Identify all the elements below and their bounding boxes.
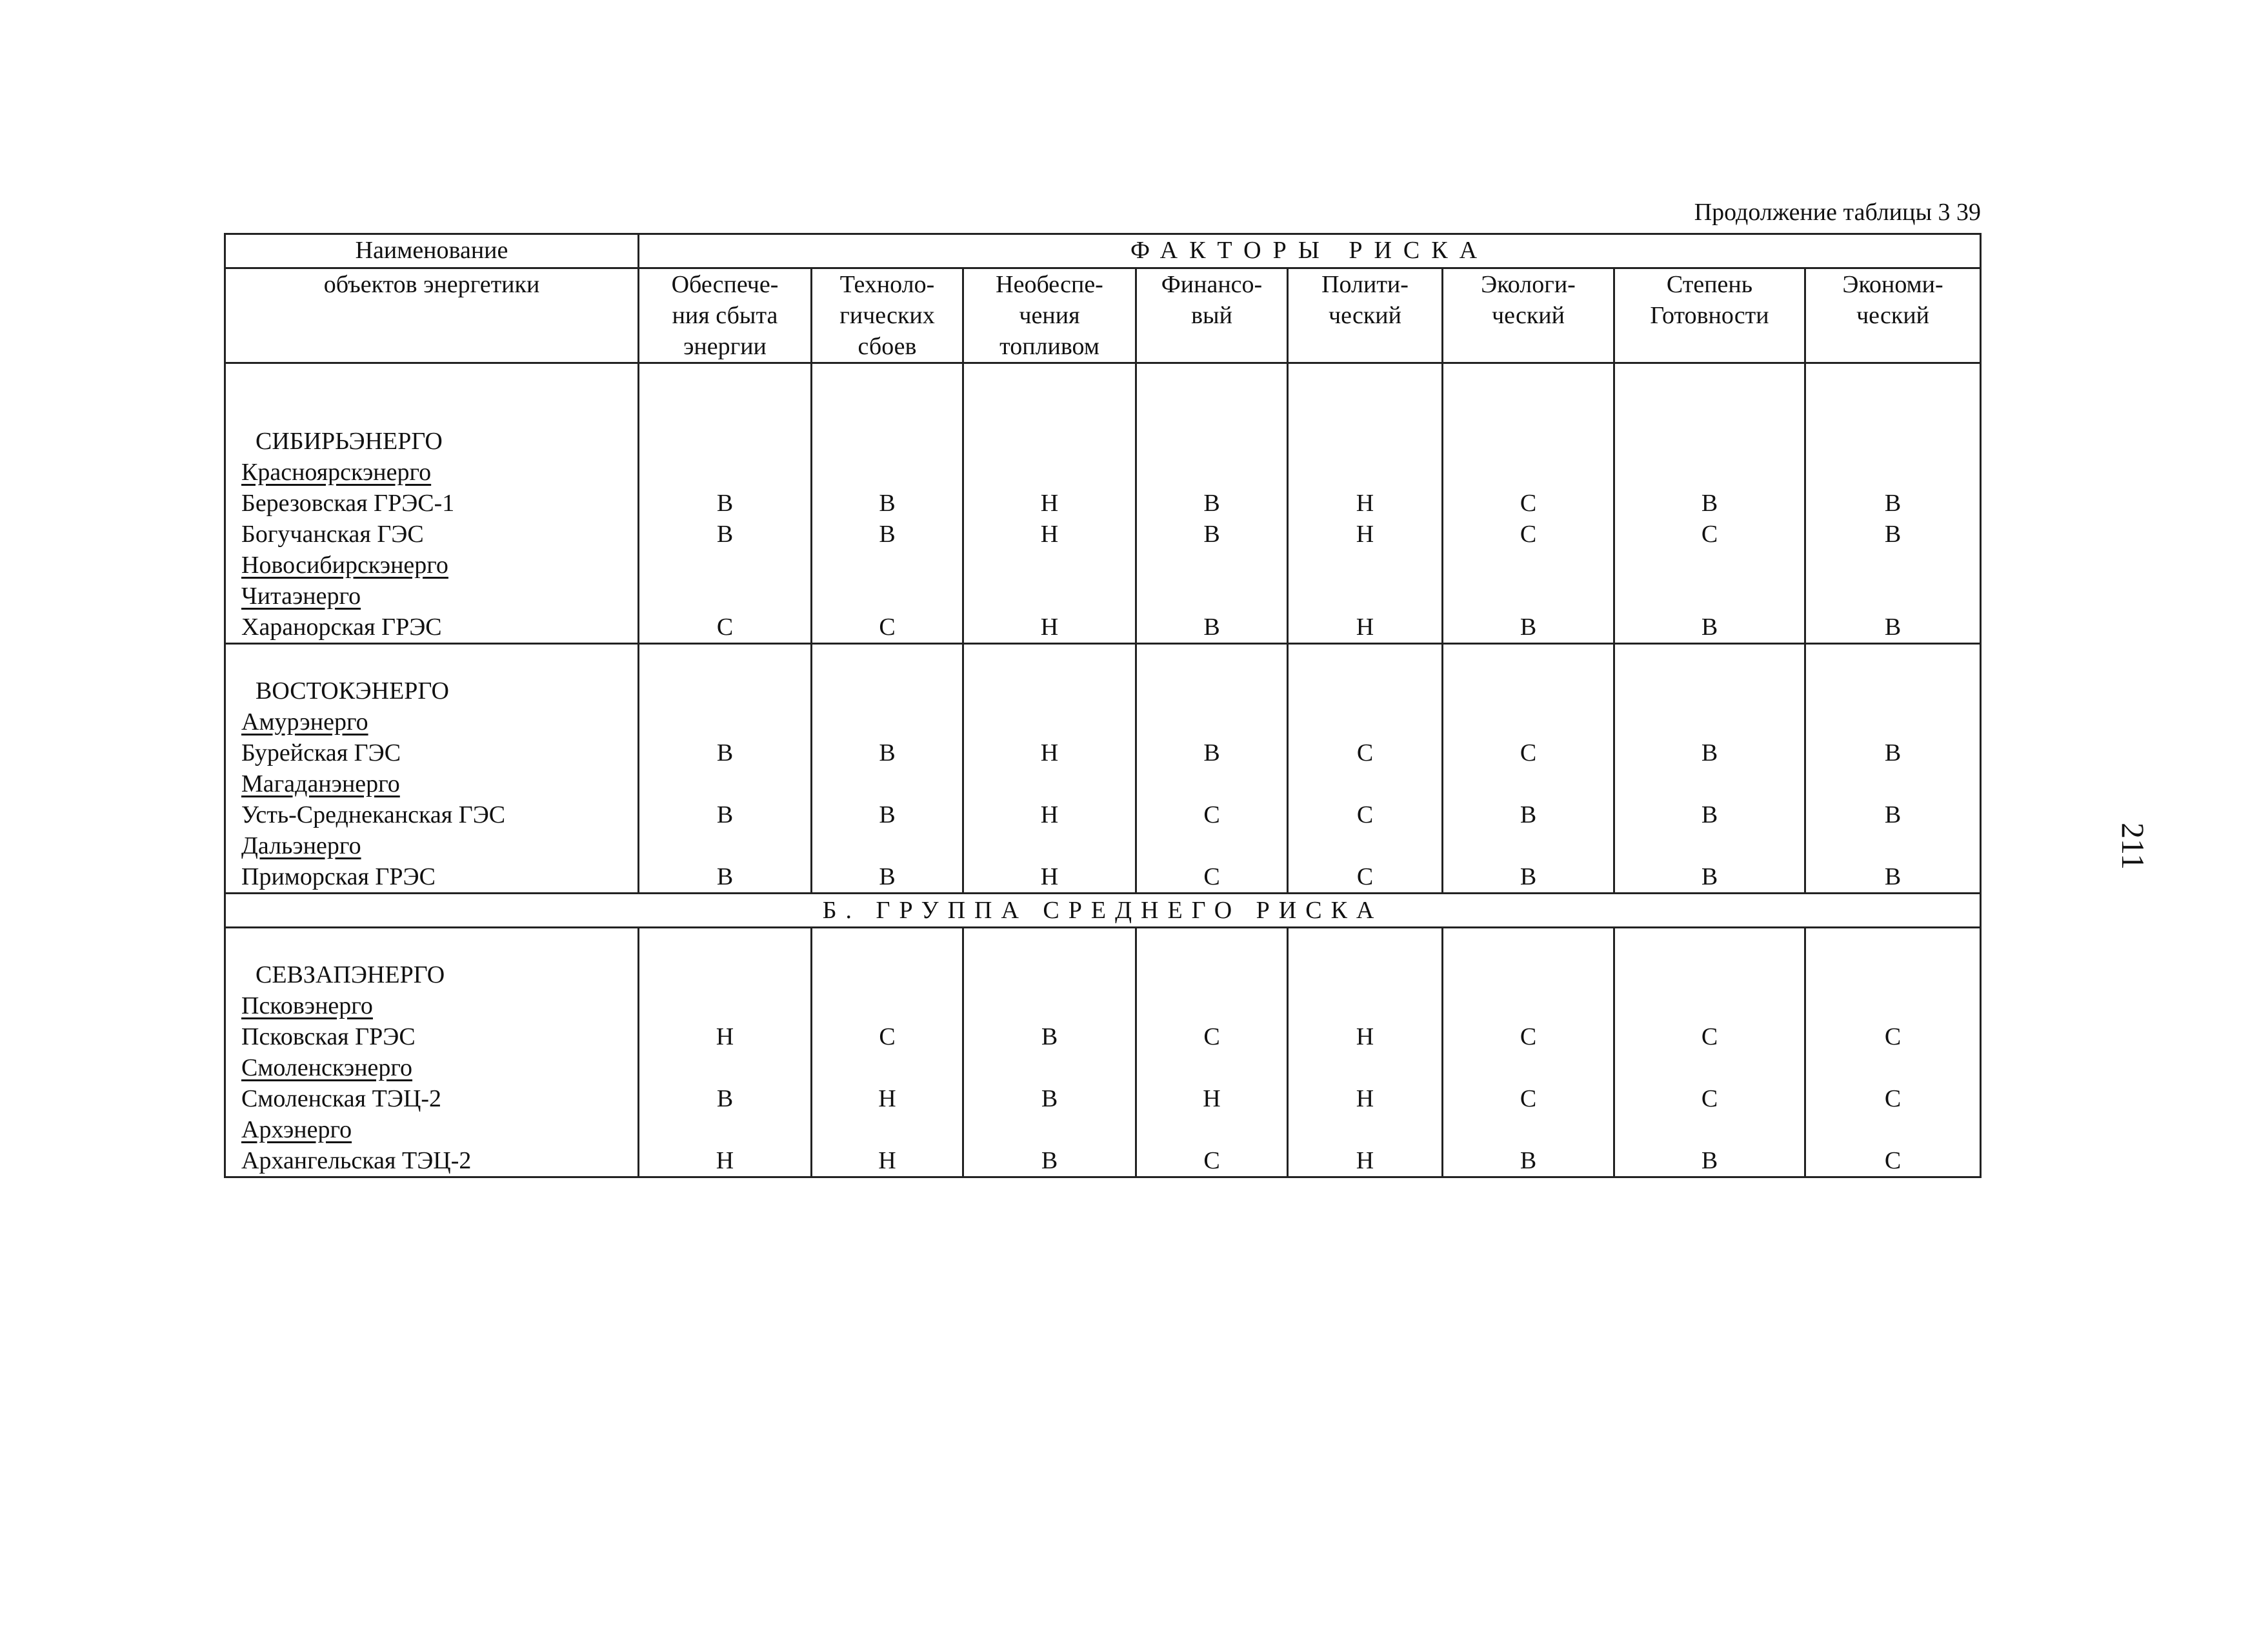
power-plant-name: Архангельская ТЭЦ-2 (241, 1147, 472, 1174)
regional-company-name: Новосибирскэнерго (241, 552, 448, 579)
regional-company-name: Амурэнерго (241, 708, 368, 735)
empty-line (1289, 364, 1441, 395)
risk-level: В (1041, 1147, 1058, 1174)
risk-value-cell (963, 644, 1136, 894)
risk-value-cell (1136, 644, 1288, 894)
empty-line (1443, 990, 1613, 1021)
risk-level: С (1356, 863, 1374, 890)
empty-line (1615, 457, 1804, 488)
factor-column-header-line: Полити- (1321, 271, 1409, 298)
factor-column-header (1805, 268, 1981, 363)
empty-line (1806, 706, 1980, 737)
empty-line (964, 645, 1135, 675)
risk-level: В (1520, 863, 1537, 890)
empty-line (639, 457, 810, 488)
empty-line (964, 426, 1135, 457)
risk-factors-header: ФАКТОРЫ РИСКА (639, 234, 1981, 268)
factor-column-header (1443, 268, 1614, 363)
empty-line (639, 1052, 810, 1083)
risk-value-cell (812, 363, 963, 644)
empty-line (639, 581, 810, 612)
empty-line (964, 550, 1135, 581)
risk-level: В (1701, 801, 1718, 828)
empty-line (1289, 645, 1441, 675)
empty-line (812, 645, 962, 675)
empty-line (964, 990, 1135, 1021)
risk-level: В (1701, 863, 1718, 890)
empty-line (1443, 581, 1613, 612)
empty-line (1137, 706, 1287, 737)
factor-column-header-line: вый (1191, 302, 1232, 329)
empty-line (639, 830, 810, 861)
empty-line (1806, 675, 1980, 706)
empty-line (1137, 990, 1287, 1021)
risk-level: Н (1356, 490, 1374, 517)
risk-level: Н (1356, 1085, 1374, 1112)
empty-line (1443, 768, 1613, 799)
empty-line (1443, 830, 1613, 861)
factor-column-header-line: Техноло- (839, 271, 935, 298)
empty-line (812, 364, 962, 395)
empty-line (964, 1052, 1135, 1083)
empty-line (1806, 395, 1980, 426)
power-plant-name: Богучанская ГЭС (241, 521, 424, 548)
empty-line (812, 457, 962, 488)
risk-level: В (1884, 739, 1902, 766)
empty-line (812, 675, 962, 706)
empty-line (812, 830, 962, 861)
risk-value-cell (1614, 363, 1805, 644)
risk-value-cell (1614, 644, 1805, 894)
risk-level: В (879, 521, 896, 548)
empty-line (1289, 830, 1441, 861)
empty-line (639, 426, 810, 457)
empty-line (1443, 550, 1613, 581)
table-row (225, 644, 1981, 894)
empty-line (1289, 550, 1441, 581)
risk-level: С (1884, 1023, 1902, 1050)
energy-system-name: СИБИРЬЭНЕРГО (256, 428, 443, 455)
spacer-line (241, 395, 637, 426)
empty-line (1289, 959, 1441, 990)
risk-level: В (1520, 614, 1537, 641)
risk-level: Н (716, 1023, 734, 1050)
risk-value-cell (639, 928, 812, 1177)
empty-line (1137, 395, 1287, 426)
empty-line (964, 581, 1135, 612)
risk-value-cell (1805, 644, 1981, 894)
risk-level: С (1356, 739, 1374, 766)
risk-level: В (1041, 1085, 1058, 1112)
empty-line (1289, 1052, 1441, 1083)
empty-line (1806, 768, 1980, 799)
empty-line (1615, 550, 1804, 581)
power-plant-name: Усть-Среднеканская ГЭС (241, 801, 506, 828)
regional-company-name: Архэнерго (241, 1116, 352, 1143)
risk-level: С (716, 614, 734, 641)
factor-column-header (963, 268, 1136, 363)
empty-line (1137, 645, 1287, 675)
empty-line (1443, 928, 1613, 959)
risk-value-cell (1288, 644, 1443, 894)
empty-line (1289, 457, 1441, 488)
power-plant-name: Псковская ГРЭС (241, 1023, 416, 1050)
empty-line (812, 928, 962, 959)
risk-level: В (1203, 490, 1220, 517)
group-b-title: Б. ГРУППА СРЕДНЕГО РИСКА (225, 894, 1981, 928)
risk-level: С (1520, 1023, 1537, 1050)
risk-level: С (1203, 1147, 1220, 1174)
risk-level: В (879, 490, 896, 517)
empty-line (1137, 550, 1287, 581)
risk-level: Н (1356, 1023, 1374, 1050)
factor-column-header-line: топливом (999, 333, 1099, 360)
risk-level: Н (716, 1147, 734, 1174)
name-column-header-bottom: объектов энергетики (225, 268, 639, 363)
risk-level: Н (1040, 739, 1059, 766)
empty-line (1806, 581, 1980, 612)
empty-line (639, 645, 810, 675)
factor-column-header-line: Обеспече- (671, 271, 779, 298)
group-title-row (225, 894, 1981, 928)
empty-line (1615, 581, 1804, 612)
empty-line (812, 1052, 962, 1083)
risk-level: Н (1040, 490, 1059, 517)
empty-line (1289, 990, 1441, 1021)
risk-value-cell (1805, 928, 1981, 1177)
risk-value-cell (812, 928, 963, 1177)
risk-level: В (879, 801, 896, 828)
factor-column-header (812, 268, 963, 363)
empty-line (812, 395, 962, 426)
empty-line (1806, 1052, 1980, 1083)
empty-line (1443, 364, 1613, 395)
risk-level: С (1203, 863, 1220, 890)
risk-level: Н (878, 1085, 896, 1112)
empty-line (1615, 830, 1804, 861)
empty-line (1443, 675, 1613, 706)
energy-system-name: ВОСТОКЭНЕРГО (256, 677, 449, 705)
risk-level: Н (1356, 521, 1374, 548)
regional-company-name: Красноярскэнерго (241, 459, 432, 486)
empty-line (812, 959, 962, 990)
object-names-cell (225, 928, 639, 1177)
empty-line (964, 1114, 1135, 1145)
risk-level: С (1884, 1085, 1902, 1112)
empty-line (1615, 364, 1804, 395)
empty-line (1615, 395, 1804, 426)
empty-line (639, 959, 810, 990)
empty-line (1615, 426, 1804, 457)
empty-line (1806, 830, 1980, 861)
risk-level: С (1701, 1085, 1718, 1112)
risk-level: В (879, 739, 896, 766)
empty-line (1289, 928, 1441, 959)
risk-value-cell (1443, 928, 1614, 1177)
empty-line (1289, 675, 1441, 706)
empty-line (1443, 645, 1613, 675)
empty-line (1137, 364, 1287, 395)
empty-line (639, 675, 810, 706)
power-plant-name: Березовская ГРЭС-1 (241, 490, 455, 517)
risk-level: В (1884, 490, 1902, 517)
energy-system-name: СЕВЗАПЭНЕРГО (256, 961, 445, 988)
risk-level: С (879, 1023, 896, 1050)
empty-line (1289, 768, 1441, 799)
empty-line (1806, 1114, 1980, 1145)
risk-value-cell (1288, 363, 1443, 644)
risk-value-cell (1136, 928, 1288, 1177)
factor-column-header-line: гических (839, 302, 935, 329)
empty-line (964, 830, 1135, 861)
risk-level: В (1701, 739, 1718, 766)
risk-level: В (1701, 1147, 1718, 1174)
risk-value-cell (1136, 363, 1288, 644)
empty-line (639, 706, 810, 737)
empty-line (1137, 768, 1287, 799)
risk-level: Н (1040, 801, 1059, 828)
risk-level: С (1520, 739, 1537, 766)
risk-value-cell (1443, 363, 1614, 644)
risk-level: В (716, 521, 734, 548)
empty-line (812, 768, 962, 799)
factor-column-header-line: ния сбыта (672, 302, 778, 329)
risk-level: В (1701, 490, 1718, 517)
risk-level: С (1356, 801, 1374, 828)
risk-level: В (716, 801, 734, 828)
risk-level: В (879, 863, 896, 890)
risk-value-cell (963, 363, 1136, 644)
empty-line (964, 768, 1135, 799)
empty-line (1137, 830, 1287, 861)
empty-line (1615, 706, 1804, 737)
risk-level: В (1884, 863, 1902, 890)
empty-line (1137, 457, 1287, 488)
risk-level: В (716, 490, 734, 517)
empty-line (639, 395, 810, 426)
empty-line (1137, 928, 1287, 959)
spacer-line (241, 364, 637, 395)
empty-line (639, 768, 810, 799)
risk-level: С (1520, 490, 1537, 517)
table-caption: Продолжение таблицы 3 39 (1694, 199, 1981, 226)
factor-column-header (1136, 268, 1288, 363)
factor-column-header-line: чения (1019, 302, 1080, 329)
empty-line (639, 550, 810, 581)
risk-level: В (1884, 614, 1902, 641)
empty-line (1615, 959, 1804, 990)
empty-line (1289, 581, 1441, 612)
risk-level: Н (878, 1147, 896, 1174)
risk-level: Н (1040, 863, 1059, 890)
risk-level: С (1520, 521, 1537, 548)
risk-level: В (1884, 801, 1902, 828)
risk-level: В (716, 1085, 734, 1112)
factor-column-header-line: ческий (1856, 302, 1929, 329)
risk-value-cell (1614, 928, 1805, 1177)
risk-level: С (1701, 521, 1718, 548)
empty-line (1137, 1114, 1287, 1145)
factor-column-header-line: Финансо- (1161, 271, 1263, 298)
empty-line (1137, 675, 1287, 706)
empty-line (1806, 928, 1980, 959)
object-names-cell (225, 363, 639, 644)
empty-line (812, 990, 962, 1021)
empty-line (1137, 581, 1287, 612)
risk-value-cell (639, 363, 812, 644)
risk-level: В (1520, 1147, 1537, 1174)
risk-value-cell (1443, 644, 1614, 894)
power-plant-name: Бурейская ГЭС (241, 739, 401, 766)
empty-line (964, 675, 1135, 706)
empty-line (1443, 959, 1613, 990)
empty-line (812, 550, 962, 581)
empty-line (1615, 768, 1804, 799)
factor-column-header-line: Экологи- (1481, 271, 1576, 298)
regional-company-name: Псковэнерго (241, 992, 373, 1019)
risk-level: С (1203, 801, 1220, 828)
regional-company-name: Смоленскэнерго (241, 1054, 413, 1081)
factor-column-header-line: Экономи- (1842, 271, 1943, 298)
factor-column-header-line: ческий (1492, 302, 1565, 329)
risk-level: С (1884, 1147, 1902, 1174)
empty-line (1806, 959, 1980, 990)
empty-line (1806, 364, 1980, 395)
empty-line (812, 1114, 962, 1145)
empty-line (812, 706, 962, 737)
risk-level: В (1203, 739, 1220, 766)
empty-line (1289, 395, 1441, 426)
factor-column-header-line: ческий (1329, 302, 1401, 329)
regional-company-name: Читаэнерго (241, 583, 361, 610)
empty-line (964, 928, 1135, 959)
empty-line (639, 990, 810, 1021)
risk-factors-table (224, 233, 1982, 1178)
empty-line (1615, 928, 1804, 959)
factor-column-header-line: сбоев (858, 333, 917, 360)
risk-level: В (716, 739, 734, 766)
empty-line (1615, 1052, 1804, 1083)
object-names-cell (225, 644, 639, 894)
name-column-header-top: Наименование (225, 234, 639, 268)
empty-line (639, 364, 810, 395)
risk-level: В (1884, 521, 1902, 548)
empty-line (1443, 457, 1613, 488)
risk-level: Н (1356, 1147, 1374, 1174)
risk-value-cell (639, 644, 812, 894)
empty-line (1443, 706, 1613, 737)
empty-line (639, 928, 810, 959)
factor-column-header-line: Необеспе- (996, 271, 1103, 298)
risk-level: В (1701, 614, 1718, 641)
empty-line (1137, 959, 1287, 990)
empty-line (1289, 426, 1441, 457)
empty-line (964, 457, 1135, 488)
risk-level: В (1203, 614, 1220, 641)
risk-level: С (1701, 1023, 1718, 1050)
empty-line (1615, 675, 1804, 706)
empty-line (812, 581, 962, 612)
risk-level: Н (1203, 1085, 1221, 1112)
risk-level: С (879, 614, 896, 641)
empty-line (1806, 550, 1980, 581)
empty-line (1289, 1114, 1441, 1145)
empty-line (1289, 706, 1441, 737)
empty-line (1443, 395, 1613, 426)
spacer-line (241, 928, 637, 959)
risk-level: В (1203, 521, 1220, 548)
risk-level: Н (1356, 614, 1374, 641)
factor-column-header-line: Степень (1666, 271, 1753, 298)
power-plant-name: Смоленская ТЭЦ-2 (241, 1085, 442, 1112)
empty-line (1137, 426, 1287, 457)
risk-level: Н (1040, 614, 1059, 641)
risk-value-cell (1288, 928, 1443, 1177)
empty-line (1806, 426, 1980, 457)
regional-company-name: Магаданэнерго (241, 770, 400, 797)
power-plant-name: Приморская ГРЭС (241, 863, 436, 890)
factor-column-header (639, 268, 812, 363)
empty-line (1615, 645, 1804, 675)
risk-level: В (1520, 801, 1537, 828)
spacer-line (241, 645, 637, 675)
risk-level: В (716, 863, 734, 890)
power-plant-name: Харанорская ГРЭС (241, 614, 442, 641)
empty-line (1443, 426, 1613, 457)
empty-line (964, 959, 1135, 990)
table-row (225, 363, 1981, 644)
empty-line (964, 395, 1135, 426)
risk-level: С (1520, 1085, 1537, 1112)
regional-company-name: Дальэнерго (241, 832, 361, 859)
table-row (225, 928, 1981, 1177)
risk-value-cell (812, 644, 963, 894)
empty-line (639, 1114, 810, 1145)
empty-line (1806, 457, 1980, 488)
factor-column-header (1288, 268, 1443, 363)
factor-column-header (1614, 268, 1805, 363)
risk-value-cell (963, 928, 1136, 1177)
risk-level: Н (1040, 521, 1059, 548)
empty-line (1806, 645, 1980, 675)
empty-line (964, 706, 1135, 737)
empty-line (964, 364, 1135, 395)
page-number: 211 (2115, 823, 2151, 870)
empty-line (1615, 990, 1804, 1021)
risk-level: В (1041, 1023, 1058, 1050)
empty-line (1806, 990, 1980, 1021)
empty-line (812, 426, 962, 457)
empty-line (1137, 1052, 1287, 1083)
empty-line (1443, 1114, 1613, 1145)
risk-level: С (1203, 1023, 1220, 1050)
empty-line (1443, 1052, 1613, 1083)
empty-line (1615, 1114, 1804, 1145)
risk-value-cell (1805, 363, 1981, 644)
factor-column-header-line: Готовности (1650, 302, 1769, 329)
factor-column-header-line: энергии (683, 333, 767, 360)
